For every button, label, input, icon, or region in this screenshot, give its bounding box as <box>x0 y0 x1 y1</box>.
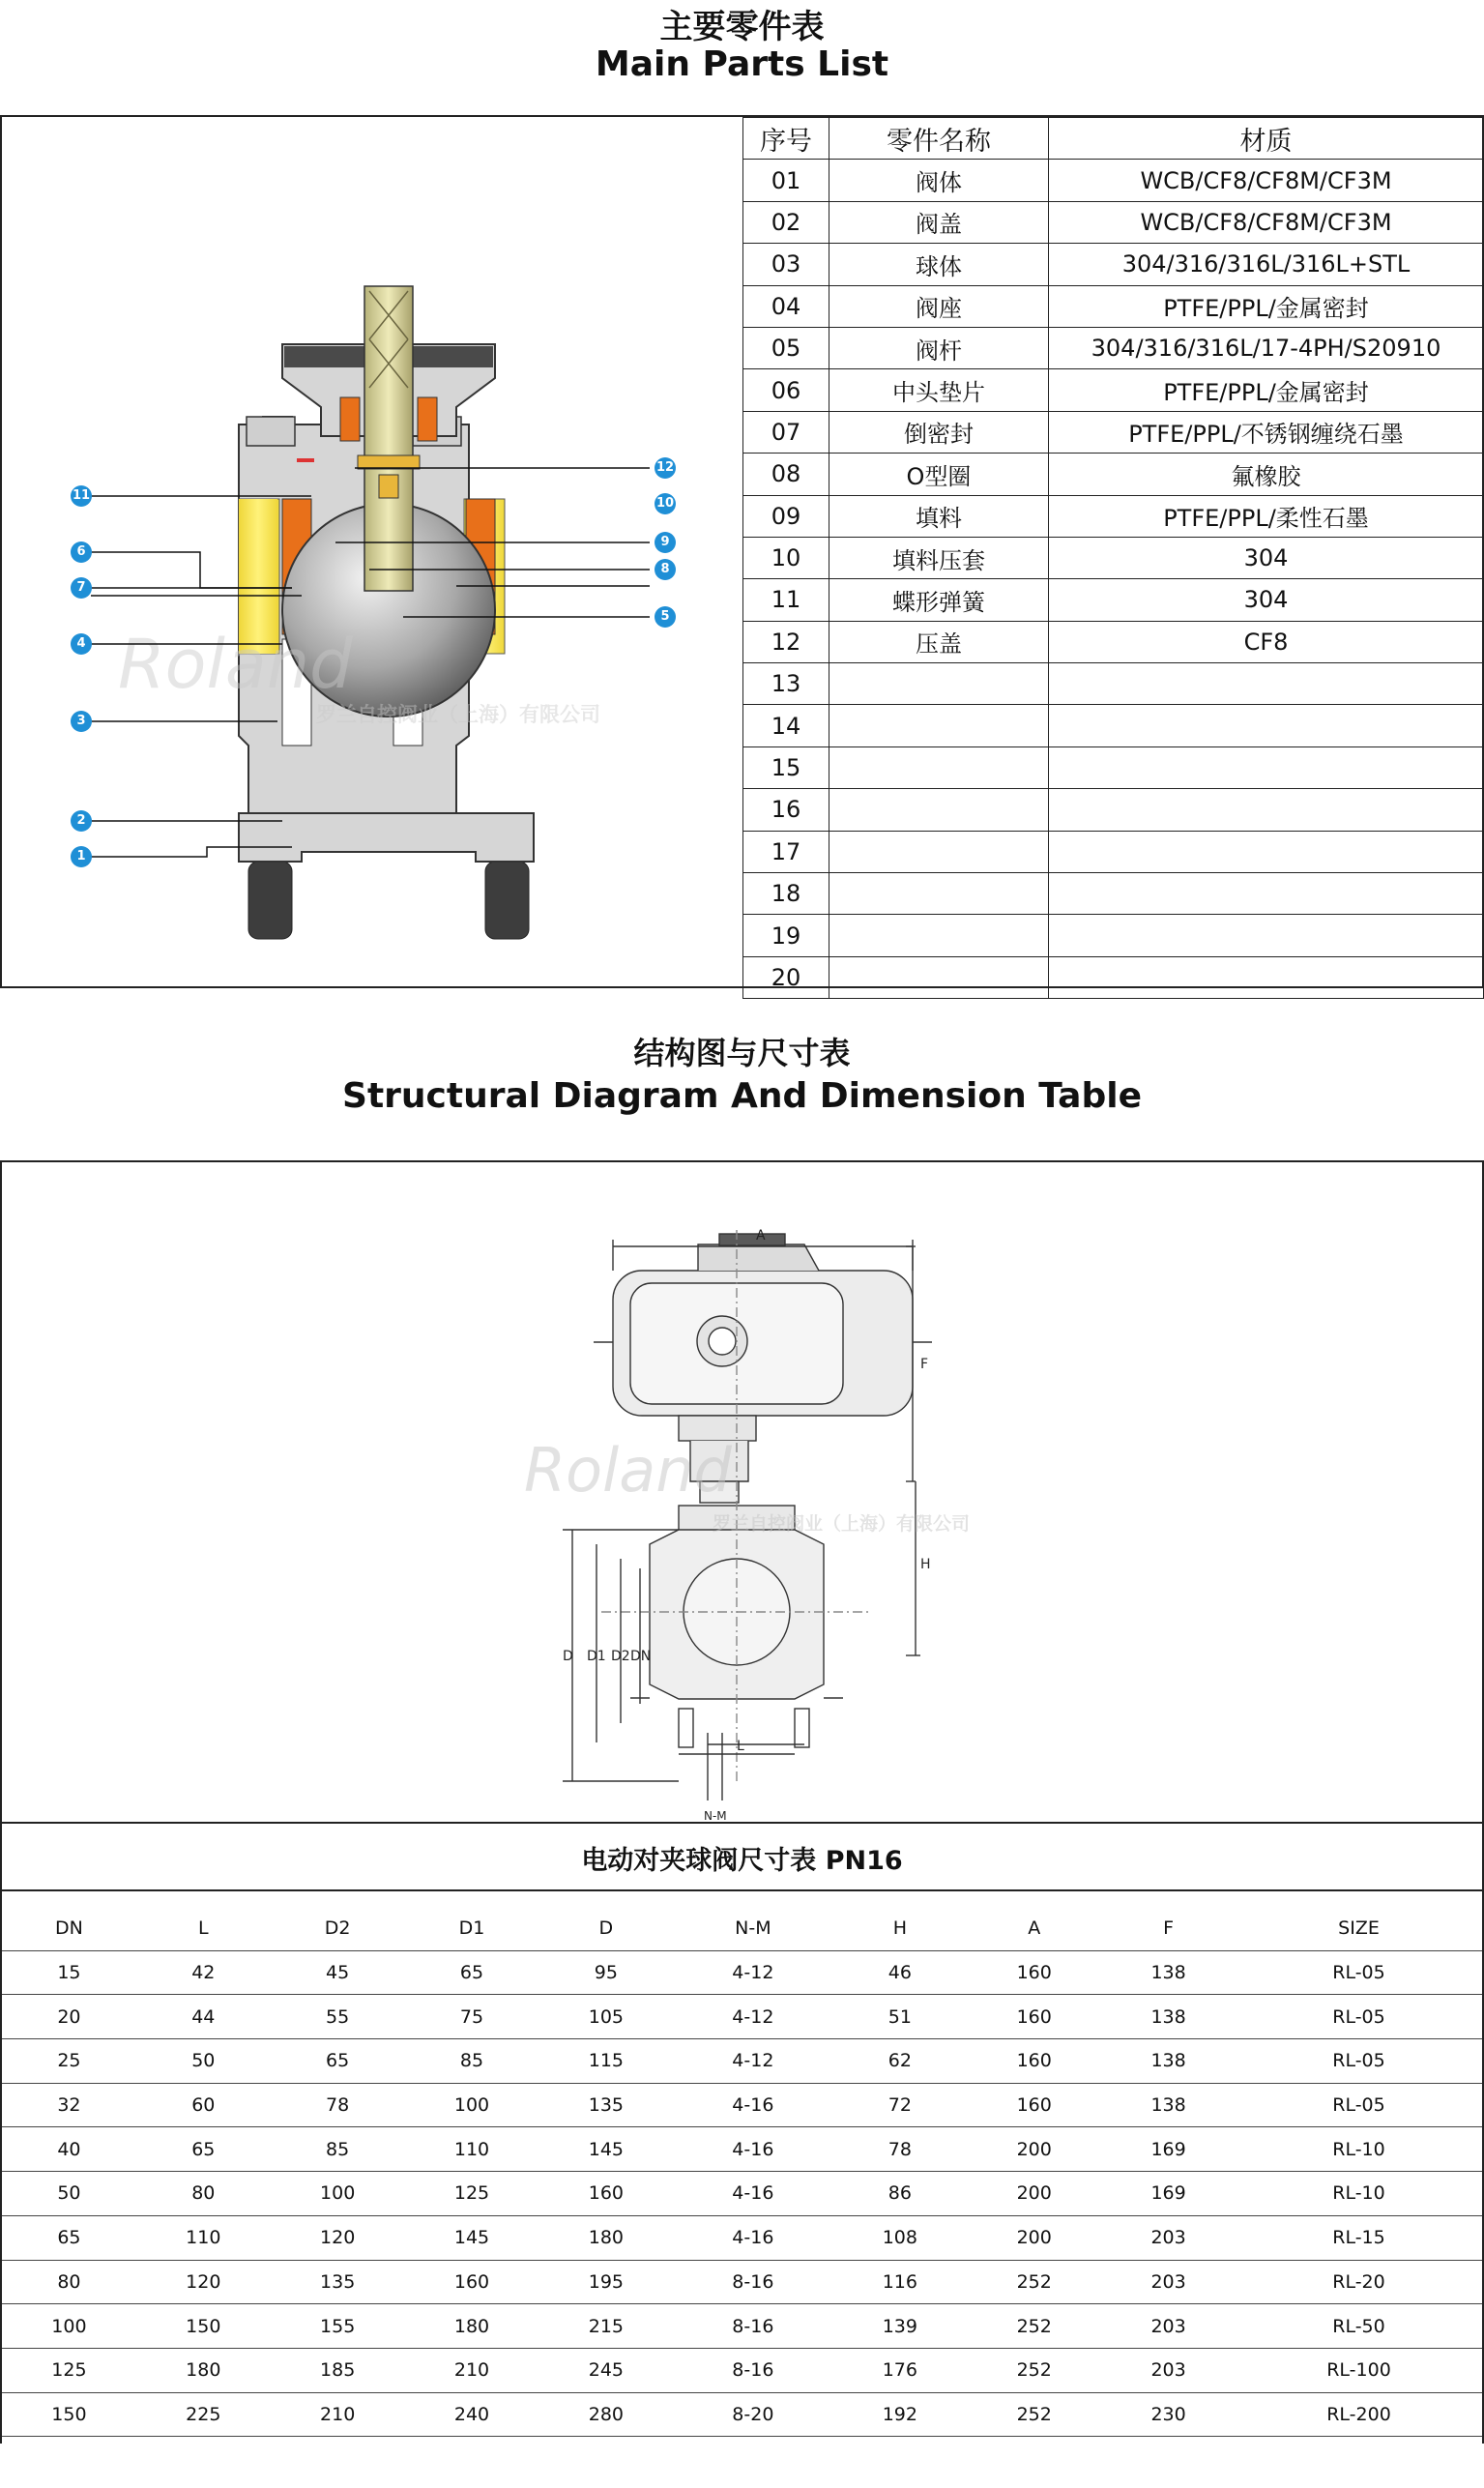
parts-table-row <box>743 327 1484 368</box>
dimension-cell: 160 <box>967 2083 1101 2127</box>
dimension-cell: 65 <box>2 2215 136 2260</box>
dimension-cell: 180 <box>136 2348 271 2392</box>
parts-cell-no: 13 <box>743 663 829 705</box>
dimension-cell: 245 <box>538 2348 673 2392</box>
dimension-cell: 135 <box>538 2083 673 2127</box>
dimension-header-cell: D <box>538 1907 673 1950</box>
dimension-cell: 252 <box>967 2348 1101 2392</box>
divider <box>2 1822 1482 1824</box>
parts-cell-name: 阀体 <box>829 160 1049 201</box>
dimension-cell: 125 <box>405 2172 539 2216</box>
dimension-cell: 203 <box>1101 2215 1236 2260</box>
dimension-cell: 200 <box>967 2215 1101 2260</box>
parts-table-row <box>743 831 1484 872</box>
dimension-cell: 150 <box>136 2304 271 2349</box>
dimension-header-cell: H <box>832 1907 967 1950</box>
parts-cell-no: 10 <box>743 537 829 578</box>
parts-cell-name: 倒密封 <box>829 411 1049 453</box>
dimension-cell: 150 <box>2 2392 136 2437</box>
parts-cell-material <box>1049 746 1484 788</box>
dimension-header-cell: D1 <box>405 1907 539 1950</box>
dim-label-d2: D2 <box>611 1649 630 1664</box>
dimension-cell: RL-200 <box>1236 2392 1482 2437</box>
parts-table-row <box>743 369 1484 411</box>
dimension-cell: 145 <box>538 2127 673 2172</box>
dimension-cell: 60 <box>136 2083 271 2127</box>
dimension-cell: 40 <box>2 2127 136 2172</box>
callout-marker: 5 <box>655 606 676 628</box>
dimension-cell: 160 <box>967 1950 1101 1995</box>
dimension-cell: RL-05 <box>1236 1950 1482 1995</box>
callout-marker: 9 <box>655 532 676 553</box>
parts-cell-name: 阀杆 <box>829 327 1049 368</box>
dimension-cell: RL-05 <box>1236 2039 1482 2084</box>
dimension-cell: RL-10 <box>1236 2172 1482 2216</box>
dimension-cell: 215 <box>538 2304 673 2349</box>
dimension-cell: 78 <box>271 2083 405 2127</box>
dimension-cell: 120 <box>271 2215 405 2260</box>
dimension-cell: 8-16 <box>673 2304 832 2349</box>
parts-cell-no: 14 <box>743 705 829 746</box>
parts-cell-material: 304 <box>1049 537 1484 578</box>
parts-cell-no: 11 <box>743 579 829 621</box>
dimension-cell: 100 <box>405 2083 539 2127</box>
parts-cell-name <box>829 831 1049 872</box>
dimension-cell: 252 <box>967 2392 1101 2437</box>
parts-table-row <box>743 956 1484 998</box>
dimension-cell: 32 <box>2 2083 136 2127</box>
dimension-cell: RL-15 <box>1236 2215 1482 2260</box>
section2-title-cn: 结构图与尺寸表 <box>633 1035 851 1071</box>
dimension-cell: 160 <box>967 2039 1101 2084</box>
parts-table-row <box>743 244 1484 285</box>
dimension-cell: 75 <box>405 1995 539 2039</box>
watermark-brand-text: Roland <box>118 625 353 704</box>
dimension-cell: 252 <box>967 2260 1101 2304</box>
parts-table-row <box>743 160 1484 201</box>
dim-label-dn: DN <box>630 1649 652 1664</box>
dimension-header-cell: N-M <box>673 1907 832 1950</box>
parts-table <box>742 117 1484 999</box>
dimension-cell: 210 <box>271 2392 405 2437</box>
dimension-table-row <box>2 2172 1482 2216</box>
parts-cell-no: 19 <box>743 915 829 956</box>
valve-cross-section-diagram <box>2 117 742 986</box>
dimension-cell: 8-20 <box>673 2392 832 2437</box>
parts-cell-material: 304/316/316L/17-4PH/S20910 <box>1049 327 1484 368</box>
dimension-cell: 108 <box>832 2215 967 2260</box>
parts-header-material: 材质 <box>1049 118 1484 160</box>
parts-cell-no: 08 <box>743 454 829 495</box>
dimension-header-cell: D2 <box>271 1907 405 1950</box>
parts-header-no: 序号 <box>743 118 829 160</box>
parts-cell-material <box>1049 663 1484 705</box>
dimension-cell: 138 <box>1101 2039 1236 2084</box>
parts-cell-material: PTFE/PPL/金属密封 <box>1049 285 1484 327</box>
parts-table-row <box>743 873 1484 915</box>
parts-table-row <box>743 285 1484 327</box>
dimension-table-row <box>2 1950 1482 1995</box>
dimension-cell: 139 <box>832 2304 967 2349</box>
dimension-cell: 230 <box>1101 2392 1236 2437</box>
section1-title-cn: 主要零件表 <box>659 8 825 46</box>
dim-label-nm: N-M <box>704 1809 727 1822</box>
parts-table-row <box>743 789 1484 831</box>
parts-cell-name <box>829 789 1049 831</box>
dimension-cell: 15 <box>2 1950 136 1995</box>
callout-marker: 12 <box>655 457 676 479</box>
dimension-cell: 200 <box>967 2127 1101 2172</box>
dimension-cell: RL-05 <box>1236 2083 1482 2127</box>
parts-cell-name: 填料 <box>829 495 1049 537</box>
dimension-cell: 50 <box>136 2039 271 2084</box>
dimension-cell: 176 <box>832 2348 967 2392</box>
watermark-company-text: 罗兰自控阀业（上海）有限公司 <box>316 703 600 726</box>
parts-table-row <box>743 663 1484 705</box>
dimension-cell: 125 <box>2 2348 136 2392</box>
parts-cell-no: 04 <box>743 285 829 327</box>
callout-marker: 10 <box>655 493 676 514</box>
dimension-cell: 42 <box>136 1950 271 1995</box>
dimension-cell: 85 <box>405 2039 539 2084</box>
dimension-cell: RL-20 <box>1236 2260 1482 2304</box>
parts-cell-material: WCB/CF8/CF8M/CF3M <box>1049 160 1484 201</box>
parts-cell-no: 17 <box>743 831 829 872</box>
parts-cell-no: 01 <box>743 160 829 201</box>
dimension-cell: 160 <box>967 1995 1101 2039</box>
dimension-cell: 116 <box>832 2260 967 2304</box>
dimension-cell: 200 <box>967 2172 1101 2216</box>
dimension-cell: 4-12 <box>673 1995 832 2039</box>
parts-table-row <box>743 579 1484 621</box>
dimension-cell: 240 <box>405 2392 539 2437</box>
dimension-table-header <box>2 1907 1482 1950</box>
dimension-cell: 160 <box>405 2260 539 2304</box>
dimension-cell: 80 <box>2 2260 136 2304</box>
parts-cell-name <box>829 915 1049 956</box>
dimension-table-row <box>2 2083 1482 2127</box>
diagram-watermark-company: 罗兰自控阀业（上海）有限公司 <box>713 1513 971 1535</box>
dimension-cell: 252 <box>967 2304 1101 2349</box>
parts-cell-material: WCB/CF8/CF8M/CF3M <box>1049 201 1484 243</box>
dimension-table-title: 电动对夹球阀尺寸表 PN16 <box>581 1846 903 1876</box>
section2-title-en: Structural Diagram And Dimension Table <box>342 1076 1142 1116</box>
dimension-cell: 4-16 <box>673 2127 832 2172</box>
dimension-table-row <box>2 2260 1482 2304</box>
parts-cell-name: 中头垫片 <box>829 369 1049 411</box>
dimension-cell: RL-100 <box>1236 2348 1482 2392</box>
dimension-cell: 105 <box>538 1995 673 2039</box>
dim-label-l: L <box>737 1739 744 1754</box>
parts-cell-material: PTFE/PPL/金属密封 <box>1049 369 1484 411</box>
dimension-cell: 180 <box>405 2304 539 2349</box>
parts-cell-no: 09 <box>743 495 829 537</box>
dimension-cell: 8-16 <box>673 2260 832 2304</box>
dimension-cell: 135 <box>271 2260 405 2304</box>
diagram-watermark-brand: Roland <box>524 1435 732 1506</box>
parts-cell-name: 阀盖 <box>829 201 1049 243</box>
section1-title-en: Main Parts List <box>595 44 889 84</box>
parts-cell-name <box>829 705 1049 746</box>
parts-cell-no: 02 <box>743 201 829 243</box>
dimension-table-row <box>2 2348 1482 2392</box>
dim-label-d1: D1 <box>587 1649 606 1664</box>
callout-marker: 1 <box>71 846 92 867</box>
parts-cell-material: CF8 <box>1049 621 1484 662</box>
parts-cell-no: 15 <box>743 746 829 788</box>
parts-cell-material: 304/316/316L/316L+STL <box>1049 244 1484 285</box>
dimension-cell: RL-05 <box>1236 1995 1482 2039</box>
parts-cell-material <box>1049 831 1484 872</box>
dimension-cell: 115 <box>538 2039 673 2084</box>
callout-marker: 8 <box>655 559 676 580</box>
dimension-table-row <box>2 2039 1482 2084</box>
dimension-section-frame <box>0 1160 1484 2444</box>
parts-table-row <box>743 454 1484 495</box>
dimension-cell: 44 <box>136 1995 271 2039</box>
dimension-cell: 80 <box>136 2172 271 2216</box>
dim-label-f: F <box>920 1357 929 1372</box>
callout-marker: 6 <box>71 542 92 563</box>
dimension-cell: 203 <box>1101 2260 1236 2304</box>
dimension-cell: 8-16 <box>673 2348 832 2392</box>
dimension-table-row <box>2 2215 1482 2260</box>
dimension-header-cell: DN <box>2 1907 136 1950</box>
dimension-cell: 120 <box>136 2260 271 2304</box>
dimension-cell: 225 <box>136 2392 271 2437</box>
parts-cell-name: 球体 <box>829 244 1049 285</box>
dimension-cell: 100 <box>271 2172 405 2216</box>
dimension-cell: 78 <box>832 2127 967 2172</box>
parts-table-row <box>743 746 1484 788</box>
dimension-cell: 55 <box>271 1995 405 2039</box>
callout-marker: 4 <box>71 633 92 655</box>
parts-cell-material: PTFE/PPL/柔性石墨 <box>1049 495 1484 537</box>
parts-cell-name: 蝶形弹簧 <box>829 579 1049 621</box>
parts-table-row <box>743 537 1484 578</box>
dimension-cell: 110 <box>136 2215 271 2260</box>
dimension-cell: 110 <box>405 2127 539 2172</box>
dimension-cell: 72 <box>832 2083 967 2127</box>
dimension-table-row <box>2 1995 1482 2039</box>
callout-marker: 3 <box>71 711 92 732</box>
dimension-table-row <box>2 2304 1482 2349</box>
dimension-cell: 210 <box>405 2348 539 2392</box>
dimension-cell: 4-12 <box>673 2039 832 2084</box>
dimension-cell: 160 <box>538 2172 673 2216</box>
parts-cell-no: 05 <box>743 327 829 368</box>
parts-cell-no: 12 <box>743 621 829 662</box>
dimension-cell: 180 <box>538 2215 673 2260</box>
dimension-table-row <box>2 2392 1482 2437</box>
dimension-cell: 25 <box>2 2039 136 2084</box>
callout-marker: 11 <box>71 485 92 507</box>
parts-table-row <box>743 411 1484 453</box>
parts-cell-no: 07 <box>743 411 829 453</box>
dimension-cell: RL-50 <box>1236 2304 1482 2349</box>
dimension-cell: 62 <box>832 2039 967 2084</box>
callout-marker: 2 <box>71 810 92 832</box>
parts-cell-name: 填料压套 <box>829 537 1049 578</box>
parts-cell-name: O型圈 <box>829 454 1049 495</box>
dimension-cell: 138 <box>1101 1950 1236 1995</box>
dimension-cell: 4-16 <box>673 2215 832 2260</box>
dimension-cell: 50 <box>2 2172 136 2216</box>
parts-table-row <box>743 915 1484 956</box>
parts-section-frame <box>0 115 1484 991</box>
parts-header-name: 零件名称 <box>829 118 1049 160</box>
parts-cell-no: 20 <box>743 956 829 998</box>
dimension-cell: 192 <box>832 2392 967 2437</box>
dimension-cell: 145 <box>405 2215 539 2260</box>
parts-cell-name: 压盖 <box>829 621 1049 662</box>
parts-cell-material <box>1049 873 1484 915</box>
dimension-header-cell: L <box>136 1907 271 1950</box>
dimension-cell: 195 <box>538 2260 673 2304</box>
dimension-cell: 138 <box>1101 1995 1236 2039</box>
parts-cell-name: 阀座 <box>829 285 1049 327</box>
dimension-cell: 169 <box>1101 2172 1236 2216</box>
dimension-table-row <box>2 2127 1482 2172</box>
parts-cell-no: 03 <box>743 244 829 285</box>
parts-cell-material: PTFE/PPL/不锈钢缠绕石墨 <box>1049 411 1484 453</box>
dimension-header-cell: SIZE <box>1236 1907 1482 1950</box>
parts-cell-name <box>829 663 1049 705</box>
dimension-header-cell: F <box>1101 1907 1236 1950</box>
dimension-cell: 155 <box>271 2304 405 2349</box>
dimension-cell: 65 <box>405 1950 539 1995</box>
parts-cell-name <box>829 956 1049 998</box>
dimension-cell: 203 <box>1101 2348 1236 2392</box>
dimension-cell: 65 <box>271 2039 405 2084</box>
dimension-cell: 85 <box>271 2127 405 2172</box>
dimension-cell: 138 <box>1101 2083 1236 2127</box>
dimension-cell: 45 <box>271 1950 405 1995</box>
parts-table-row <box>743 621 1484 662</box>
dimension-cell: 20 <box>2 1995 136 2039</box>
parts-table-row <box>743 705 1484 746</box>
parts-table-header <box>743 118 1484 160</box>
dimension-cell: 185 <box>271 2348 405 2392</box>
parts-cell-name <box>829 746 1049 788</box>
dimension-cell: 4-16 <box>673 2083 832 2127</box>
parts-cell-material <box>1049 789 1484 831</box>
dimension-cell: RL-10 <box>1236 2127 1482 2172</box>
parts-cell-material <box>1049 705 1484 746</box>
dimension-table <box>2 1907 1482 2437</box>
parts-cell-no: 18 <box>743 873 829 915</box>
dimension-cell: 100 <box>2 2304 136 2349</box>
dimension-cell: 4-12 <box>673 1950 832 1995</box>
parts-table-row <box>743 201 1484 243</box>
dim-label-d: D <box>563 1649 573 1664</box>
dim-label-a: A <box>756 1228 766 1244</box>
dim-label-h: H <box>920 1557 931 1572</box>
parts-cell-no: 16 <box>743 789 829 831</box>
dimension-cell: 86 <box>832 2172 967 2216</box>
parts-cell-material <box>1049 915 1484 956</box>
dimension-cell: 203 <box>1101 2304 1236 2349</box>
structural-diagram <box>2 1162 1482 1822</box>
divider <box>2 1889 1482 1891</box>
dimension-cell: 169 <box>1101 2127 1236 2172</box>
dimension-cell: 51 <box>832 1995 967 2039</box>
parts-table-row <box>743 495 1484 537</box>
dimension-cell: 4-16 <box>673 2172 832 2216</box>
parts-cell-material: 氟橡胶 <box>1049 454 1484 495</box>
dimension-cell: 65 <box>136 2127 271 2172</box>
dimension-cell: 46 <box>832 1950 967 1995</box>
dimension-header-cell: A <box>967 1907 1101 1950</box>
dimension-cell: 95 <box>538 1950 673 1995</box>
parts-cell-material <box>1049 956 1484 998</box>
callout-marker: 7 <box>71 577 92 599</box>
parts-cell-name <box>829 873 1049 915</box>
dimension-cell: 280 <box>538 2392 673 2437</box>
parts-cell-material: 304 <box>1049 579 1484 621</box>
parts-cell-no: 06 <box>743 369 829 411</box>
